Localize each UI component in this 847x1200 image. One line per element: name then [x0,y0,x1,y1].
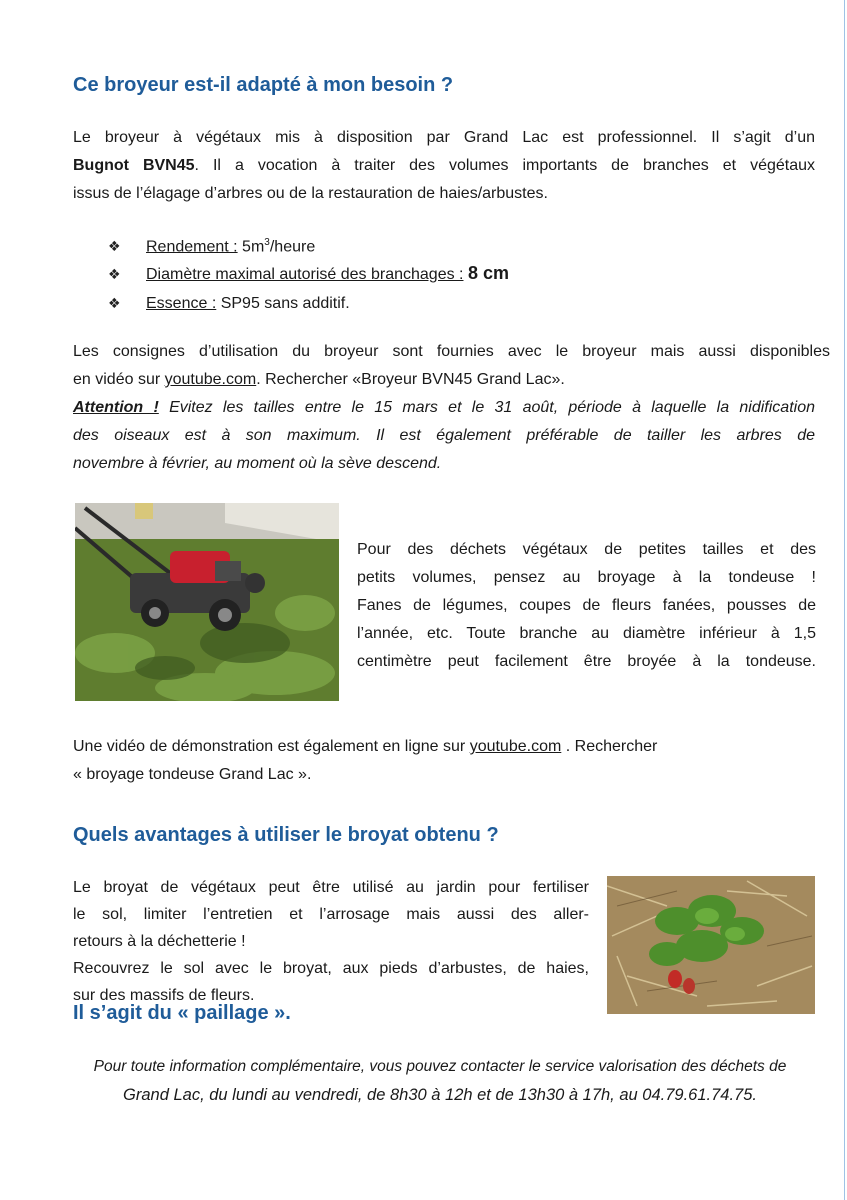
instructions-line2-post: . Rechercher «Broyeur BVN45 Grand Lac». [256,371,565,388]
diamond-bullet-icon: ❖ [108,295,121,311]
mower-line: l’année, etc. Toute branche au diamètre inférieur à 1,5 [357,625,816,642]
mower-line: Pour des déchets végétaux de petites tailles et des [357,541,816,558]
youtube-link[interactable]: youtube.com [469,738,562,755]
section1-title: Ce broyeur est-il adapté à mon besoin ? [73,74,454,96]
intro-line3: issus de l’élagage d’arbres ou de la restauration de haies/arbustes. [73,185,548,202]
attention-text1: Evitez les tailles entre le 15 mars et le 31 août, période à laquelle la nidification [158,399,815,416]
video-line1 [73,733,815,761]
youtube-link[interactable]: youtube.com [164,371,257,388]
diamond-bullet-icon: ❖ [108,238,121,255]
video-text-pre: Une vidéo de démonstration est également en ligne sur [73,738,470,755]
spec-value: 8 cm [467,263,509,283]
section2-line: Recouvrez le sol avec le broyat, aux pieds d’arbustes, de haies, [73,960,589,977]
spec-value: 5m [237,238,265,256]
section2-title: Quels avantages à utiliser le broyat obtenu ? [73,824,499,846]
spec-label: Rendement : [146,238,238,256]
strawberry-mulch-photo [607,876,815,1014]
intro-line2 [73,152,815,180]
spec-item-essence [108,288,509,318]
instructions-line1: Les consignes d’utilisation du broyeur sont fournies avec le broyeur mais aussi disponibles [73,343,830,360]
intro-paragraph [73,124,815,152]
intro-line2-rest: . Il a vocation à traiter des volumes importants de branches et végétaux [194,157,816,174]
intro-line1: Le broyeur à végétaux mis à disposition par Grand Lac est professionnel. Il s’agit d’un [73,129,815,146]
spec-value-unit: /heure [269,238,316,256]
lawnmower-photo [75,503,339,701]
spec-item-rendement [108,228,509,258]
paillage-callout: Il s’agit du « paillage ». [73,1002,291,1024]
mower-line: Fanes de légumes, coupes de fleurs fanées, pousses de [357,597,816,614]
video-text-post: . Rechercher [561,738,658,755]
spec-list [108,228,509,318]
section2-line: sur des massifs de fleurs. [73,987,255,1004]
page-edge-line [844,0,845,1200]
section2-line: retours à la déchetterie ! [73,933,246,950]
spec-label: Diamètre maximal autorisé des branchages : [146,266,464,283]
model-name: Bugnot BVN45 [73,157,195,174]
mower-line: petits volumes, pensez au broyage à la tondeuse ! [357,569,816,586]
section2-paragraph [73,874,589,1009]
diamond-bullet-icon: ❖ [108,266,121,282]
mower-paragraph [357,536,816,676]
attention-line1 [73,394,815,422]
lawnmower-illustration [75,503,339,701]
footer-line2: Grand Lac, du lundi au vendredi, de 8h30 à 12h et de 13h30 à 17h, au 04.79.61.74.75. [123,1086,757,1104]
instructions-line2 [73,366,830,394]
attention-line3: novembre à février, au moment où la sève descend. [73,455,442,472]
section2-line: le sol, limiter l’entretien et l’arrosage mais aussi des aller- [73,906,589,923]
spec-superscript: 3 [264,237,270,248]
footer-line1: Pour toute information complémentaire, vous pouvez contacter le service valorisation des déchets de [93,1058,787,1075]
attention-label: Attention ! [73,399,159,416]
video-search-line: « broyage tondeuse Grand Lac ». [73,766,312,783]
section2-line: Le broyat de végétaux peut être utilisé au jardin pour fertiliser [73,879,589,896]
attention-line2: des oiseaux est à son maximum. Il est également préférable de tailler les arbres de [73,427,815,444]
spec-item-diametre [108,258,509,288]
instructions-line2-pre: en vidéo sur [73,371,165,388]
spec-value: SP95 sans additif. [216,295,350,312]
mower-line: centimètre peut facilement être broyée à la tondeuse. [357,653,816,670]
strawberry-illustration [607,876,815,1014]
spec-label: Essence : [146,295,217,312]
